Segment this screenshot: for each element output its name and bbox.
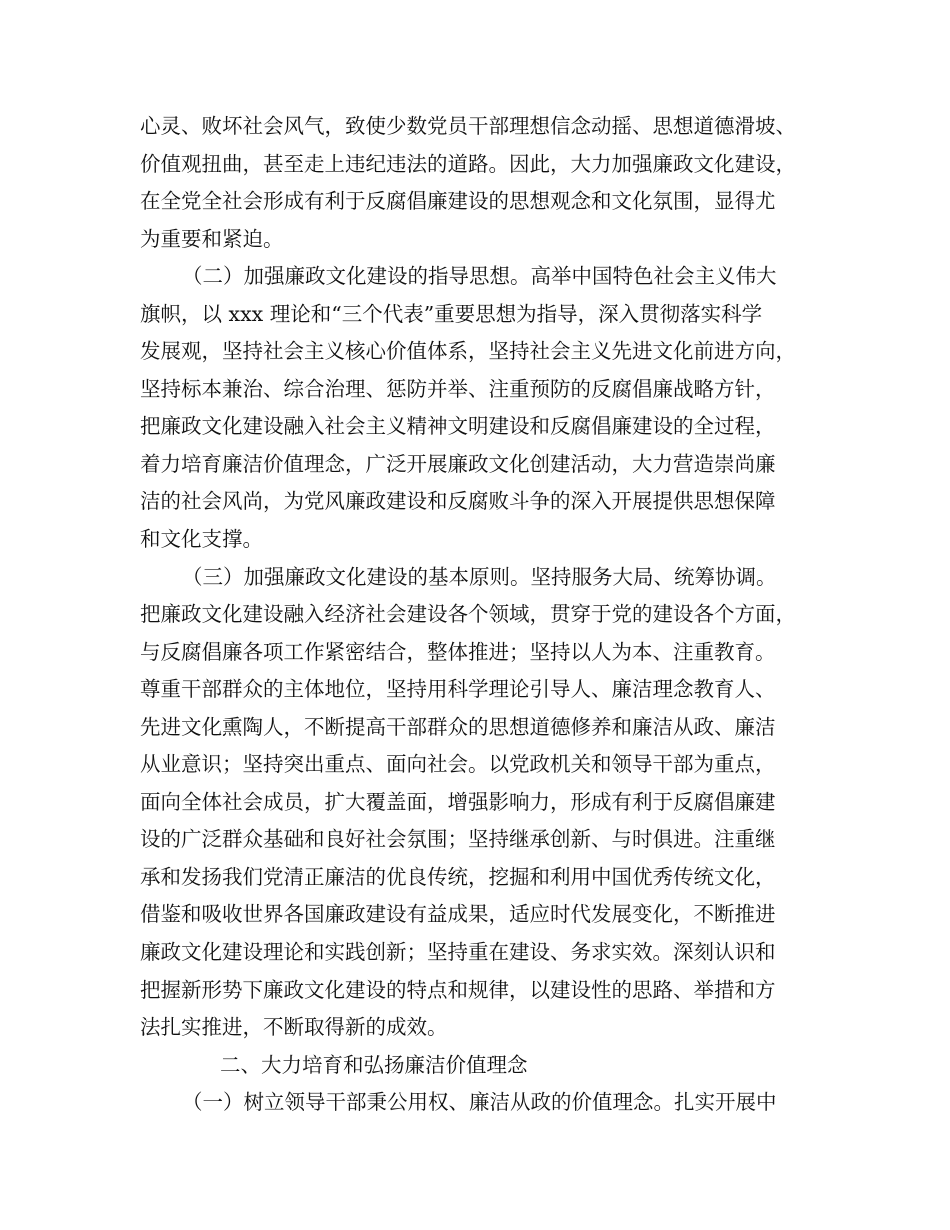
paragraph-line: 尊重干部群众的主体地位，坚持用科学理论引导人、廉洁理念教育人、 — [140, 677, 776, 702]
paragraph-line: 面向全体社会成员，扩大覆盖面，增强影响力，形成有利于反腐倡廉建 — [140, 789, 776, 814]
paragraph-line: 设的广泛群众基础和良好社会氛围；坚持继承创新、与时俱进。注重继 — [140, 827, 776, 852]
paragraph-line: 坚持标本兼治、综合治理、惩防并举、注重预防的反腐倡廉战略方针， — [140, 376, 776, 401]
paragraph-line: 发展观，坚持社会主义核心价值体系，坚持社会主义先进文化前进方向， — [140, 339, 796, 364]
body-text — [140, 108, 830, 1122]
paragraph-line: （一）树立领导干部秉公用权、廉洁从政的价值理念。扎实开展中 — [182, 1090, 777, 1115]
paragraph-line: 在全党全社会形成有利于反腐倡廉建设的思想观念和文化氛围，显得尤 — [140, 189, 776, 214]
paragraph-line: 把廉政文化建设融入社会主义精神文明建设和反腐倡廉建设的全过程， — [140, 414, 776, 439]
paragraph-line: 先进文化熏陶人，不断提高干部群众的思想道德修养和廉洁从政、廉洁 — [140, 714, 776, 739]
paragraph-line: 为重要和紧迫。 — [140, 226, 284, 251]
paragraph-line: 把廉政文化建设融入经济社会建设各个领域，贯穿于党的建设各个方面， — [140, 602, 796, 627]
paragraph-line: 把握新形势下廉政文化建设的特点和规律，以建设性的思路、举措和方 — [140, 977, 776, 1002]
paragraph-line: （三）加强廉政文化建设的基本原则。坚持服务大局、统筹协调。 — [182, 564, 777, 589]
paragraph-line: 旗帜，以 xxx 理论和“三个代表”重要思想为指导，深入贯彻落实科学 — [140, 301, 763, 326]
paragraph-line: 承和发扬我们党清正廉洁的优良传统，挖掘和利用中国优秀传统文化， — [140, 864, 776, 889]
paragraph-line: 着力培育廉洁价值理念，广泛开展廉政文化创建活动，大力营造崇尚廉 — [140, 451, 776, 476]
paragraph-line: 和文化支撑。 — [140, 527, 263, 552]
paragraph-line: 心灵、败坏社会风气，致使少数党员干部理想信念动摇、思想道德滑坡、 — [140, 114, 796, 138]
paragraph-line: 廉政文化建设理论和实践创新；坚持重在建设、务求实效。深刻认识和 — [140, 940, 776, 965]
paragraph-line: 法扎实推进，不断取得新的成效。 — [140, 1015, 448, 1040]
paragraph-line: 与反腐倡廉各项工作紧密结合，整体推进；坚持以人为本、注重教育。 — [140, 639, 776, 664]
section-heading: 二、大力培育和弘扬廉洁价值理念 — [220, 1052, 528, 1077]
paragraph-line: 从业意识；坚持突出重点、面向社会。以党政机关和领导干部为重点， — [140, 752, 776, 777]
paragraph-line: （二）加强廉政文化建设的指导思想。高举中国特色社会主义伟大 — [182, 264, 777, 289]
paragraph-line: 洁的社会风尚，为党风廉政建设和反腐败斗争的深入开展提供思想保障 — [140, 489, 776, 514]
paragraph-line: 借鉴和吸收世界各国廉政建设有益成果，适应时代发展变化，不断推进 — [140, 902, 776, 927]
paragraph-line: 价值观扭曲，甚至走上违纪违法的道路。因此，大力加强廉政文化建设， — [140, 151, 796, 176]
